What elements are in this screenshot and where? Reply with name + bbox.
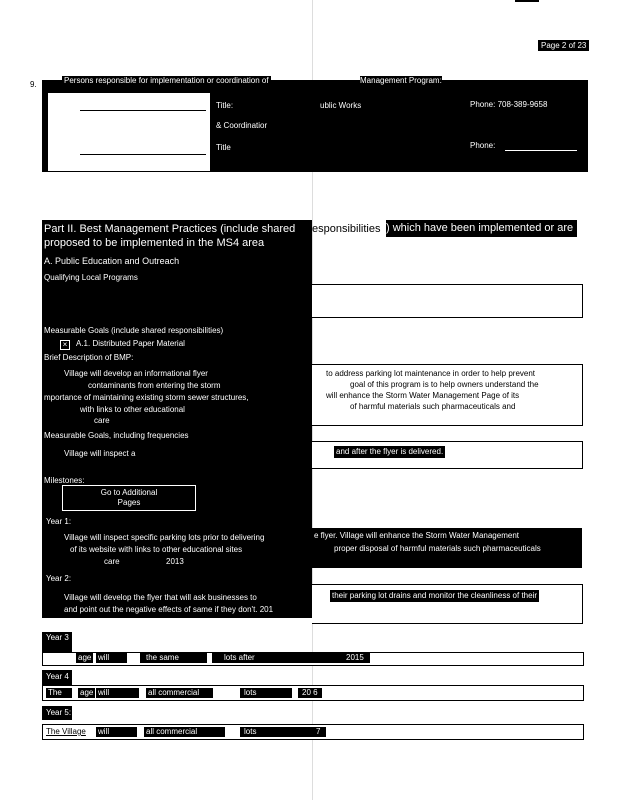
year-5-word-4: lots — [240, 727, 310, 737]
year-3-word-2: will — [96, 653, 127, 663]
year-1-right-line-2: proper disposal of harmful materials such pharmaceuticals — [334, 544, 541, 553]
phone-2-line — [505, 150, 577, 151]
year-3-word-5: 2015 — [340, 653, 370, 663]
year-1-year: 2013 — [166, 557, 184, 566]
inspect-left: Village will inspect a — [64, 449, 136, 458]
year-2-line-1: Village will develop the flyer that will ask businesses to — [64, 593, 257, 602]
year-4-word-3: will — [96, 688, 139, 698]
desc-line-4: with links to other educational — [80, 405, 185, 414]
part-2-heading-mid: esponsibilities — [312, 223, 381, 235]
desc-line-5: care — [94, 416, 110, 425]
year-4-word-5: lots — [240, 688, 292, 698]
qualifying-programs-label: Qualifying Local Programs — [44, 273, 138, 282]
year-4-word-1: The — [46, 688, 72, 698]
year-4-word-4: all commercial — [146, 688, 213, 698]
year-2-right-line-1: their parking lot drains and monitor the cleanliness of their — [332, 591, 537, 600]
inspect-right: and after the flyer is delivered. — [336, 447, 444, 456]
additional-pages-button[interactable] — [62, 485, 196, 511]
year-1-line-3: care — [104, 557, 120, 566]
desc-line-3: mportance of maintaining existing storm sewer structures, — [44, 393, 249, 402]
title-2-label: Title — [216, 143, 231, 152]
section-9-heading-right: Management Program: — [360, 76, 442, 85]
year-5-label: Year 5: — [46, 708, 72, 717]
desc-line-2: contaminants from entering the storm — [88, 381, 221, 390]
page-number-label: Page 2 of 23 — [538, 40, 589, 51]
checkbox-a1-label: A.1. Distributed Paper Material — [76, 339, 185, 348]
checkbox-a1[interactable]: × — [60, 340, 70, 350]
year-1-line-1: Village will inspect specific parking lots prior to delivering — [64, 533, 265, 542]
goals-frequencies-label: Measurable Goals, including frequencies — [44, 431, 189, 440]
year-5-word-1: The Village — [46, 727, 86, 736]
brief-description-label: Brief Description of BMP: — [44, 353, 134, 362]
section-9-heading: Persons responsible for implementation or coordination of — [64, 76, 269, 85]
title-label: Title: — [216, 101, 234, 110]
year-5-word-5: 7 — [310, 727, 326, 737]
year-1-right-line-1: e flyer. Village will enhance the Storm Water Management — [314, 531, 519, 540]
year-2-line-2: and point out the negative effects of same if they don't. 201 — [64, 605, 274, 614]
section-a-title: A. Public Education and Outreach — [44, 256, 180, 266]
section-number: 9. — [30, 80, 37, 89]
desc-right-line-4: of harmful materials such pharmaceuticals and — [350, 402, 516, 411]
year-5-word-3: all commercial — [144, 727, 225, 737]
year-4-label: Year 4 — [46, 672, 69, 681]
name-line-1 — [80, 110, 206, 111]
part-2-heading-line-2: proposed to be implemented in the MS4 area — [44, 237, 265, 249]
year-3-word-3: the same — [140, 653, 207, 663]
additional-pages-label-1: Go to Additional — [100, 488, 158, 497]
year-3-word-1: age — [78, 653, 92, 662]
desc-right-line-1: to address parking lot maintenance in order to help prevent — [326, 369, 536, 378]
year-4-word-6: 20 6 — [298, 688, 322, 698]
desc-right-line-2: goal of this program is to help owners understand the — [350, 380, 539, 389]
top-mark — [515, 0, 539, 2]
phone-label: Phone: 708-389-9658 — [470, 100, 548, 109]
part-2-heading-right: ) which have been implemented or are — [386, 220, 577, 237]
coordination-label: & Coordinatior — [216, 121, 268, 130]
year-3-label: Year 3 — [46, 633, 69, 642]
year-1-line-2: of its website with links to other educational sites — [70, 545, 243, 554]
additional-pages-label-2: Pages — [117, 498, 141, 507]
milestones-label: Milestones: — [44, 476, 85, 485]
part-2-heading: Part II. Best Management Practices (include shared — [44, 223, 296, 235]
year-2-label: Year 2: — [46, 574, 72, 583]
desc-line-1: Village will develop an informational flyer — [64, 369, 208, 378]
name-box — [48, 93, 210, 171]
year-5-word-2: will — [96, 727, 137, 737]
year-1-label: Year 1: — [46, 517, 72, 526]
phone-2-label: Phone: — [470, 141, 496, 150]
title-value: ublic Works — [320, 101, 362, 110]
year-3-word-4: lots after — [212, 653, 345, 663]
year-4-word-2: age — [80, 688, 94, 697]
measurable-goals-label: Measurable Goals (include shared responsibilities) — [44, 326, 224, 335]
qualifying-programs-field[interactable] — [312, 284, 583, 318]
name-line-2 — [80, 154, 206, 155]
desc-right-line-3: will enhance the Storm Water Management Page of its — [326, 391, 520, 400]
